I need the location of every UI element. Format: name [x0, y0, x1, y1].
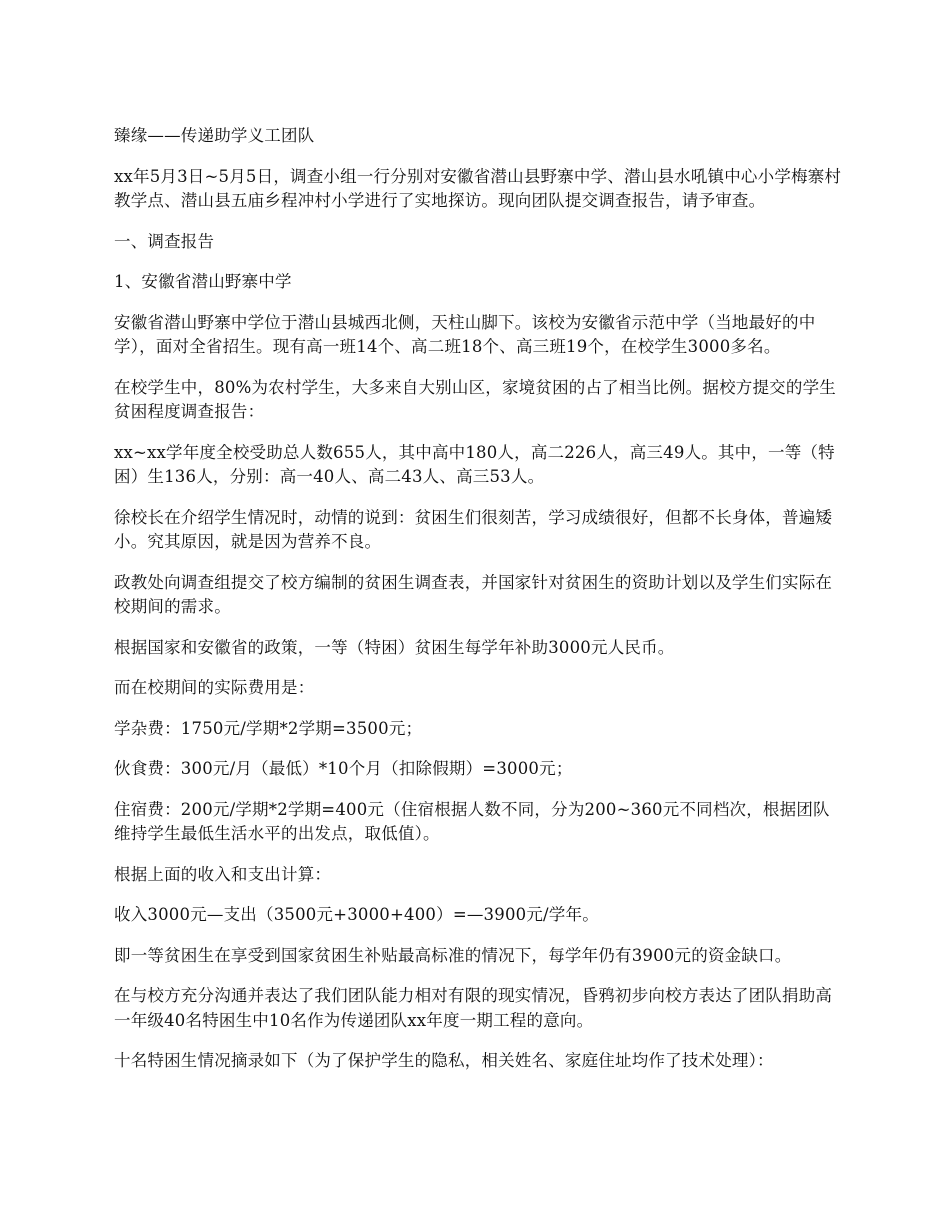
fee-line: 学杂费：1750元/学期*2学期=3500元；: [114, 718, 423, 738]
body-paragraph: 政教处向调查组提交了校方编制的贫困生调查表，并国家针对贫困生的资助计划以及学生们实际在校期间的需求。: [114, 572, 833, 616]
body-paragraph: 根据上面的收入和支出计算：: [114, 864, 332, 884]
document-page: [114, 124, 844, 1090]
body-paragraph: 安徽省潜山野寨中学位于潜山县城西北侧，天柱山脚下。该校为安徽省示范中学（当地最好的中学），面对全省招生。现有高一班14个、高二班18个、高三班19个，在校学生3000多名。: [114, 312, 816, 356]
fee-line: 住宿费：200元/学期*2学期=400元（住宿根据人数不同，分为200~360元不同档次，根据团队维持学生最低生活水平的出发点，取低值）。: [114, 799, 830, 843]
section-heading: 一、调查报告: [114, 231, 215, 251]
body-paragraph: xx~xx学年度全校受助总人数655人，其中高中180人，高二226人，高三49人。其中，一等（特困）生136人，分别：高一40人、高二43人、高三53人。: [114, 442, 835, 486]
body-paragraph: 在校学生中，80%为农村学生，大多来自大别山区，家境贫困的占了相当比例。据校方提交的学生贫困程度调查报告：: [114, 377, 836, 421]
calculation-line: 收入3000元—支出（3500元+3000+400）=—3900元/学年。: [114, 905, 599, 924]
intro-paragraph: xx年5月3日~5月5日，调查小组一行分别对安徽省潜山县野寨中学、潜山县水吼镇中心小学梅寨村教学点、潜山县五庙乡程冲村小学进行了实地探访。现向团队提交调查报告，请予审查。: [114, 166, 842, 210]
body-paragraph: 在与校方充分沟通并表达了我们团队能力相对有限的现实情况，昏鸦初步向校方表达了团队捐助高一年级40名特困生中10名作为传递团队xx年度一期工程的意向。: [114, 986, 833, 1030]
body-paragraph: 而在校期间的实际费用是：: [114, 678, 315, 697]
document-title: 臻缘——传递助学义工团队: [114, 126, 315, 145]
body-paragraph: 徐校长在介绍学生情况时，动情的说到：贫困生们很刻苦，学习成绩很好，但都不长身体，普遍矮小。究其原因，就是因为营养不良。: [114, 507, 833, 551]
subsection-heading: 1、安徽省潜山野寨中学: [114, 272, 292, 291]
body-paragraph: 即一等贫困生在享受到国家贫困生补贴最高标准的情况下，每学年仍有3900元的资金缺口。: [114, 945, 792, 965]
body-paragraph: 十名特困生情况摘录如下（为了保护学生的隐私，相关姓名、家庭住址均作了技术处理）：: [114, 1051, 774, 1070]
body-paragraph: 根据国家和安徽省的政策，一等（特困）贫困生每学年补助3000元人民币。: [114, 637, 675, 657]
fee-line: 伙食费：300元/月（最低）*10个月（扣除假期）=3000元；: [114, 759, 573, 778]
